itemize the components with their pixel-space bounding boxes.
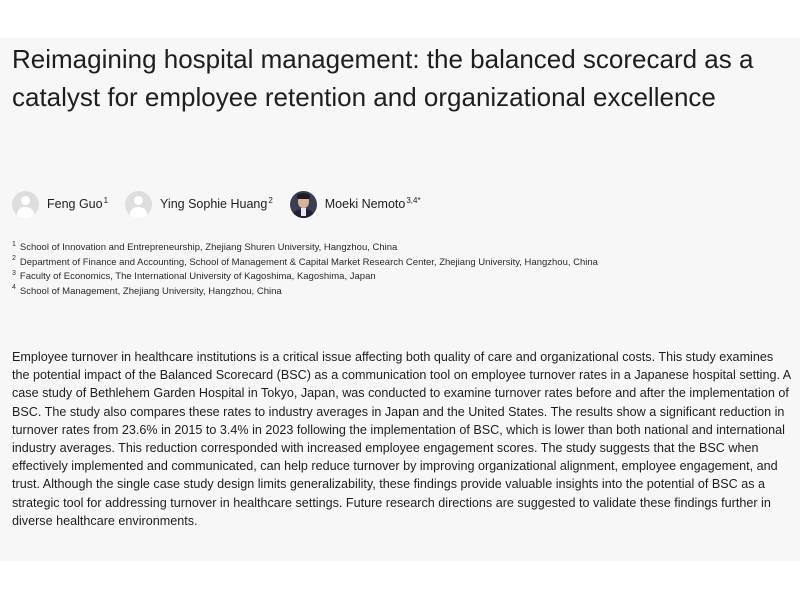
- affiliation-marker: 3,4*: [406, 195, 421, 205]
- author-feng-guo[interactable]: [12, 191, 108, 218]
- affiliation-item: $^2$ Department of Finance and Accounting, School of Management & Capital Market Research Center, Zhejiang University, Hangzhou, China: [12, 255, 598, 268]
- affiliation-item: $^1$ School of Innovation and Entrepreneurship, Zhejiang Shuren University, Hangzhou, China: [12, 240, 398, 253]
- article-title: Reimagining hospital management: the balanced scorecard as a catalyst for employee retention and organizational excellence: [12, 44, 754, 112]
- author-name[interactable]: Feng Guo$^1$: [47, 195, 109, 211]
- author-photo-avatar: [290, 191, 317, 218]
- author-name[interactable]: Moeki Nemoto$^{3,4*}$: [324, 195, 421, 211]
- affiliation-item: $^4$ School of Management, Zhejiang University, Hangzhou, China: [12, 284, 282, 297]
- affiliation-marker: 2: [268, 195, 273, 205]
- author-name[interactable]: Ying Sophie Huang$^2$: [160, 195, 273, 211]
- author-list: [12, 189, 438, 219]
- affiliation-list: [12, 241, 598, 299]
- author-ying-sophie-huang[interactable]: [125, 191, 273, 218]
- affiliation-item: $^3$ Faculty of Economics, The International University of Kagoshima, Kagoshima, Japan: [12, 269, 376, 282]
- default-avatar-icon: [125, 191, 152, 218]
- author-moeki-nemoto[interactable]: [290, 191, 421, 218]
- default-avatar-icon: [12, 191, 39, 218]
- abstract-text: Employee turnover in healthcare institutions is a critical issue affecting both quality of care and organizational costs. This study examines the potential impact of the Balanced Scorecard (BSC) as a communication tool on employee turnover rates in a Japanese hospital setting. A case study of Bethlehem Garden Hospital in Tokyo, Japan, was conducted to examine turnover rates before and after the implementation of BSC. The study also compares these rates to industry averages in Japan and the United States. The results show a significant reduction in turnover rates from 23.6% in 2015 to 3.4% in 2023 following the implementation of BSC, which is lower than both national and international industry averages. This reduction corresponded with increased employee engagement scores. The study suggests that the BSC when effectively implemented and communicated, can help reduce turnover by improving organizational alignment, employee engagement, and trust. Although the single case study design limits generalizability, these findings provide valuable insights into the potential of BSC as a strategic tool for addressing turnover in healthcare settings. Future research directions are suggested to validate these findings further in diverse healthcare environments.: [12, 350, 791, 528]
- affiliation-marker: 1: [103, 195, 109, 205]
